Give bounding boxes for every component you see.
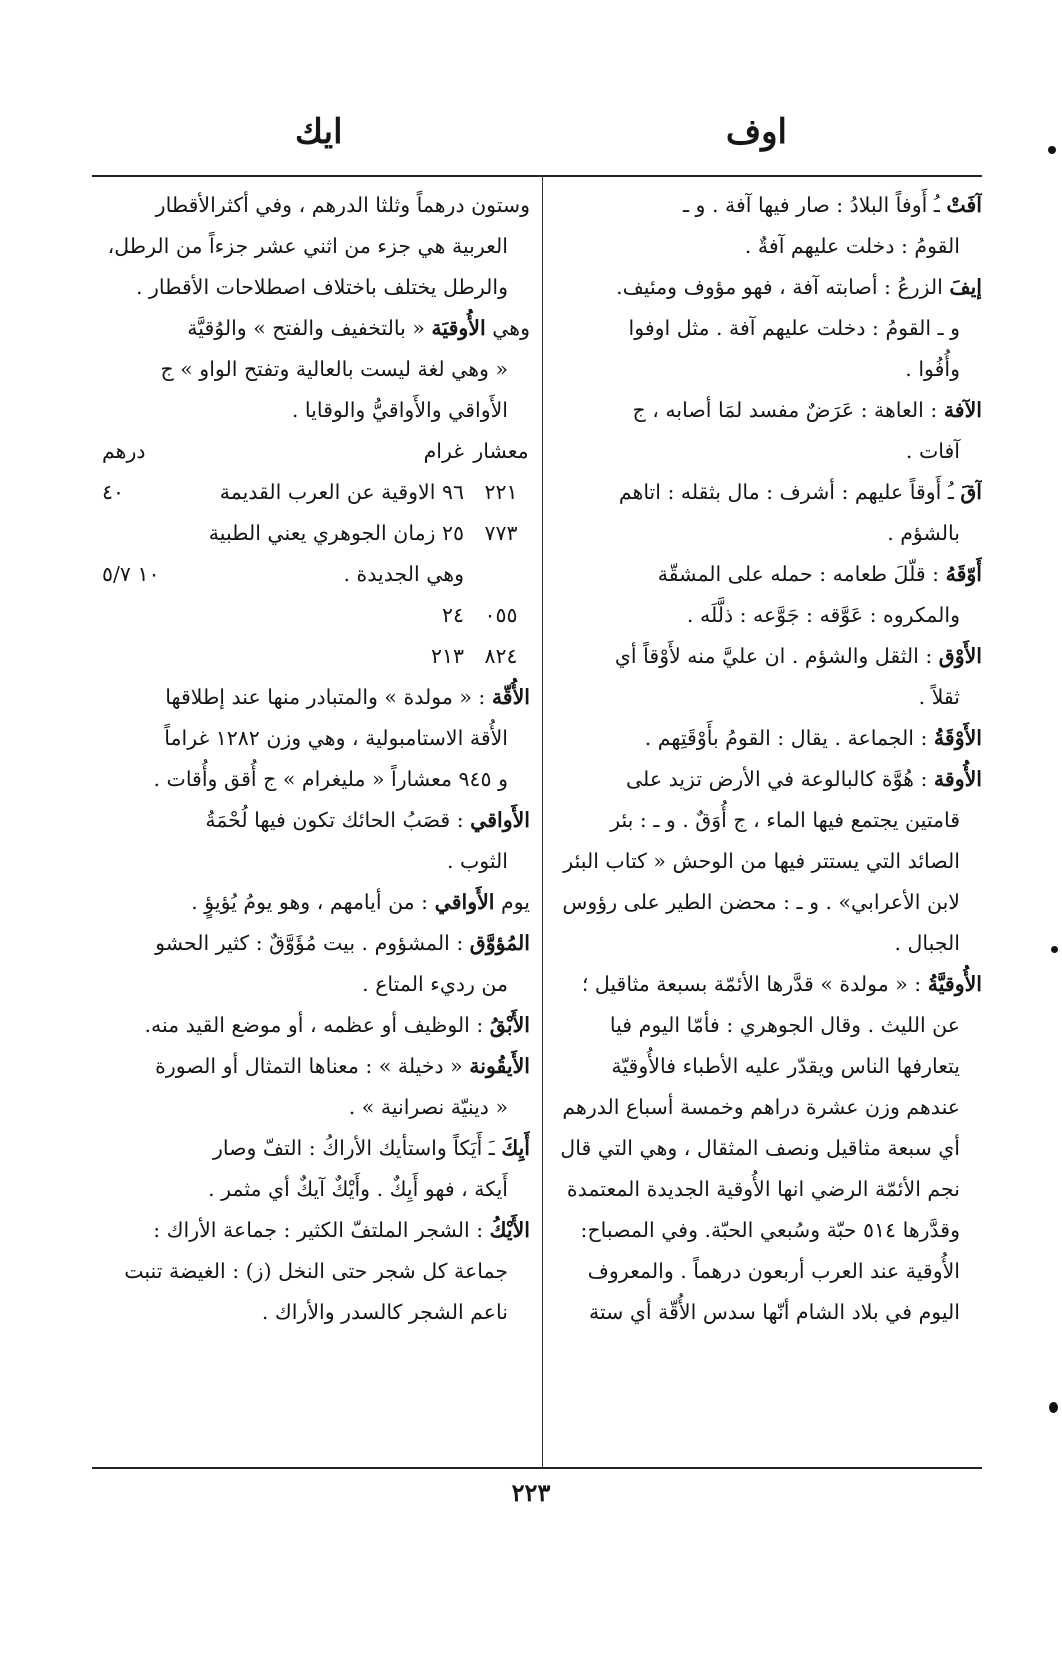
cell-dirham bbox=[102, 636, 202, 677]
cell-dirham bbox=[102, 595, 202, 636]
entry-line: الأُوقية عند العرب أربعون درهماً . والمعروف bbox=[587, 1259, 960, 1283]
headword: الأُوقيَّةُ bbox=[927, 972, 982, 996]
margin-mark bbox=[1051, 946, 1058, 953]
dictionary-entry bbox=[92, 882, 530, 923]
entry-line: العربية هي جزء من اثني عشر جزءاً من الرطل، bbox=[107, 234, 508, 258]
entry-line: من رديء المتاع . bbox=[362, 972, 508, 996]
entry-line: والمكروه : عَوَّقه : جَوَّعه : ذلَّلَه . bbox=[686, 603, 960, 627]
entry-line: أَيِكَ ـَ أَيَكاً واستأيك الأراكُ : التفّ وصار bbox=[212, 1136, 530, 1160]
page-number: ٢٢٣ bbox=[511, 1478, 551, 1507]
cell-mishar: ٨٢٤ bbox=[484, 644, 518, 668]
cell-mishar bbox=[472, 554, 530, 595]
dictionary-entry bbox=[552, 390, 982, 472]
entry-line: اليوم في بلاد الشام أنّها سدس الأُقّة أي ستة bbox=[589, 1300, 960, 1324]
entry-line: « وهي لغة ليست بالعالية وتفتح الواو » ج bbox=[160, 357, 508, 381]
entry-line: الأُقة الاستامبولية ، وهي وزن ١٢٨٢ غراماً bbox=[164, 726, 508, 750]
dictionary-entry bbox=[92, 1210, 530, 1333]
headword: الأُوقة bbox=[933, 767, 982, 791]
cell-mishar: ٢٢١ bbox=[484, 480, 518, 504]
entry-line: المُؤوَّق : المشؤوم . بيت مُؤَوَّقٌ : كثير الحشو bbox=[155, 931, 530, 955]
headword: الأَوْقَةُ bbox=[933, 726, 982, 750]
entry-line: والرطل يختلف باختلاف اصطلاحات الأقطار . bbox=[135, 275, 508, 299]
entry-line: عن الليث . وقال الجوهري : فأمّا اليوم فيا bbox=[609, 1013, 960, 1037]
weights-table bbox=[92, 431, 530, 677]
headword: الأَواقي bbox=[434, 890, 495, 914]
headword: الأَبْقُ bbox=[489, 1013, 530, 1037]
running-head-left: ايك bbox=[295, 112, 343, 152]
headword: آقَ bbox=[960, 480, 982, 504]
entry-line: عندهم وزن عشرة دراهم وخمسة أسباع الدرهم bbox=[562, 1095, 960, 1119]
headword: الأُوقيَة bbox=[431, 316, 486, 340]
dictionary-entry bbox=[552, 267, 982, 390]
cell-gram: ٢١٣ bbox=[430, 644, 464, 668]
entry-line: الأَبْقُ : الوظيف أو عظمه ، أو موضع القيد منه. bbox=[144, 1013, 530, 1037]
cell-gram: ٢٥ زمان الجوهري يعني الطبية bbox=[208, 521, 464, 545]
left-column bbox=[92, 185, 530, 1333]
margin-mark bbox=[1048, 146, 1056, 154]
dictionary-entry bbox=[92, 1046, 530, 1128]
cell-dirham bbox=[102, 513, 202, 554]
cell-gram: ٢٤ bbox=[441, 603, 464, 627]
entry-line: لابن الأعرابي» . و ـ : محضن الطير على رؤوس bbox=[562, 890, 960, 914]
entry-line: الأَوْقَةُ : الجماعة . يقال : القومُ بأَوْقَتِهم . bbox=[644, 726, 982, 750]
entry-line: آقَ ـُ أَوقاً عليهم : أشرف : مال بثقله : اتاهم bbox=[618, 480, 982, 504]
headword: الأُقّة bbox=[491, 685, 530, 709]
entry-line: الأُوقة : هُوَّة كالبالوعة في الأرض تزيد على bbox=[625, 767, 982, 791]
dictionary-entry bbox=[552, 964, 982, 1333]
margin-mark bbox=[1049, 1402, 1058, 1413]
entry-line: « دينيّة نصرانية » . bbox=[348, 1095, 508, 1119]
entry-line: الصائد التي يستتر فيها من الوحش « كتاب البئر bbox=[563, 849, 960, 873]
headword: إيفَ bbox=[949, 275, 982, 299]
entry-line: أَوّقَهُ : قلّلَ طعامه : حمله على المشقّة bbox=[657, 562, 982, 586]
headword: الأَيقُونة bbox=[469, 1054, 530, 1078]
headword: أَيِكَ bbox=[501, 1136, 530, 1160]
entry-line: إيفَ الزرعُ : أصابته آفة ، فهو مؤوف ومئيف. bbox=[616, 275, 982, 299]
entry-line: الآفة : العاهة : عَرَضٌ مفسد لمَا أصابه ، ج bbox=[632, 398, 982, 422]
entry-line: وستون درهماً وثلثا الدرهم ، وفي أكثرالأقطار bbox=[155, 193, 530, 217]
headword: الأَواقي bbox=[470, 808, 530, 832]
header-gram: غرام bbox=[423, 439, 464, 463]
dictionary-entry bbox=[552, 185, 982, 267]
bottom-rule bbox=[92, 1467, 982, 1469]
dictionary-entry bbox=[92, 800, 530, 882]
entry-line: الأُقّة : « مولدة » والمتبادر منها عند إطلاقها bbox=[165, 685, 530, 709]
entry-line: الأُوقيَّةُ : « مولدة » قدَّرها الأئمّة بسبعة مثاقيل ؛ bbox=[581, 972, 982, 996]
header-dirham: درهم bbox=[102, 439, 146, 463]
cell-mishar: ٠٥٥ bbox=[484, 603, 518, 627]
cell-gram: ٩٦ الاوقية عن العرب القديمة bbox=[219, 480, 464, 504]
entry-line: الجبال . bbox=[894, 931, 960, 955]
headword: آفَتْ bbox=[946, 193, 982, 217]
weights-table-row bbox=[92, 636, 530, 677]
dictionary-entry bbox=[92, 677, 530, 800]
running-head-right: اوف bbox=[725, 112, 787, 152]
dictionary-entry bbox=[92, 1005, 530, 1046]
dictionary-entry bbox=[92, 1128, 530, 1210]
entry-line: يتعارفها الناس ويقدّر عليه الأطباء فالأُوقيّة bbox=[611, 1054, 960, 1078]
dictionary-entry bbox=[92, 923, 530, 1005]
headword: الآفة bbox=[943, 398, 982, 422]
entry-line: يوم الأَواقي : من أيامهم ، وهو يومُ يُؤيؤٍ . bbox=[191, 890, 530, 914]
entry-line: الأَواقي : قصَبُ الحائك تكون فيها لُحْمَةُ bbox=[205, 808, 530, 832]
dictionary-entry bbox=[552, 636, 982, 718]
entry-line: الثوب . bbox=[446, 849, 508, 873]
entry-line: الأَيْكُ : الشجر الملتفّ الكثير : جماعة الأراك : bbox=[153, 1218, 530, 1242]
entry-line: أَيكة ، فهو أَيِكٌ . وأَيْكٌ آيكٌ أي مثمر . bbox=[208, 1177, 508, 1201]
dictionary-entry bbox=[552, 718, 982, 759]
column-divider bbox=[542, 175, 543, 1467]
cell-gram: وهي الجديدة . bbox=[343, 562, 464, 586]
entry-line: أي سبعة مثاقيل ونصف المثقال ، وهي التي قال bbox=[560, 1136, 960, 1160]
weights-table-row bbox=[92, 472, 530, 513]
dictionary-entry bbox=[92, 308, 530, 431]
headword: الأَوْق bbox=[938, 644, 982, 668]
headword: المُؤوَّق bbox=[469, 931, 530, 955]
entry-line: وأُفُوا . bbox=[905, 357, 960, 381]
weights-table-row bbox=[92, 554, 530, 595]
entry-line: القومُ : دخلت عليهم آفةٌ . bbox=[744, 234, 960, 258]
entry-line: بالشؤم . bbox=[887, 521, 960, 545]
entry-line: وقدَّرها ٥١٤ حبّة وسُبعي الحبّة. وفي المصباح: bbox=[580, 1218, 960, 1242]
entry-line: الأَوْق : الثقل والشؤم . ان عليَّ منه لأَوْقاً أي bbox=[614, 644, 982, 668]
weights-table-header bbox=[92, 431, 530, 472]
headword: الأَيْكُ bbox=[489, 1218, 530, 1242]
cell-dirham: ١٠ ٥/٧ bbox=[102, 562, 160, 586]
entry-line: جماعة كل شجر حتى النخل (ز) : الغيضة تنبت bbox=[124, 1259, 508, 1283]
weights-table-row bbox=[92, 513, 530, 554]
entry-line: الأَواقي والأَواقيُّ والوقايا . bbox=[291, 398, 508, 422]
entry-line: قامتين يجتمع فيها الماء ، ج أُوَقٌ . و ـ : بئر bbox=[610, 808, 960, 832]
cell-mishar: ٧٧٣ bbox=[484, 521, 518, 545]
entry-line: الأَيقُونة « دخيلة » : معناها التمثال أو الصورة bbox=[155, 1054, 530, 1078]
weights-table-row bbox=[92, 595, 530, 636]
left-column-intro bbox=[92, 185, 530, 431]
right-column bbox=[552, 185, 982, 1333]
dictionary-entry bbox=[552, 472, 982, 554]
dictionary-entry bbox=[552, 759, 982, 964]
entry-line: و ٩٤٥ معشاراً « مليغرام » ج أُقق وأُقات . bbox=[153, 767, 508, 791]
dictionary-entry bbox=[92, 185, 530, 308]
entry-line: نجم الأئمّة الرضي انها الأُوقية الجديدة المعتمدة bbox=[566, 1177, 960, 1201]
entry-line: آفات . bbox=[905, 439, 960, 463]
entry-line: و ـ القومُ : دخلت عليهم آفة . مثل اوفوا bbox=[628, 316, 960, 340]
entry-line: وهي الأُوقيَة « بالتخفيف والفتح » والوُقيَّة bbox=[187, 316, 530, 340]
entry-line: آفَتْ ـُ أَوفاً البلادُ : صار فيها آفة . و ـ bbox=[683, 193, 982, 217]
top-rule bbox=[92, 175, 982, 177]
headword: أَوّقَهُ bbox=[945, 562, 982, 586]
cell-dirham: ٤٠ bbox=[102, 480, 125, 504]
left-column-entries bbox=[92, 677, 530, 1333]
dictionary-entry bbox=[552, 554, 982, 636]
entry-line: ثقلاً . bbox=[918, 685, 960, 709]
entry-line: ناعم الشجر كالسدر والأراك . bbox=[261, 1300, 508, 1324]
header-mishar: معشار bbox=[473, 439, 529, 463]
